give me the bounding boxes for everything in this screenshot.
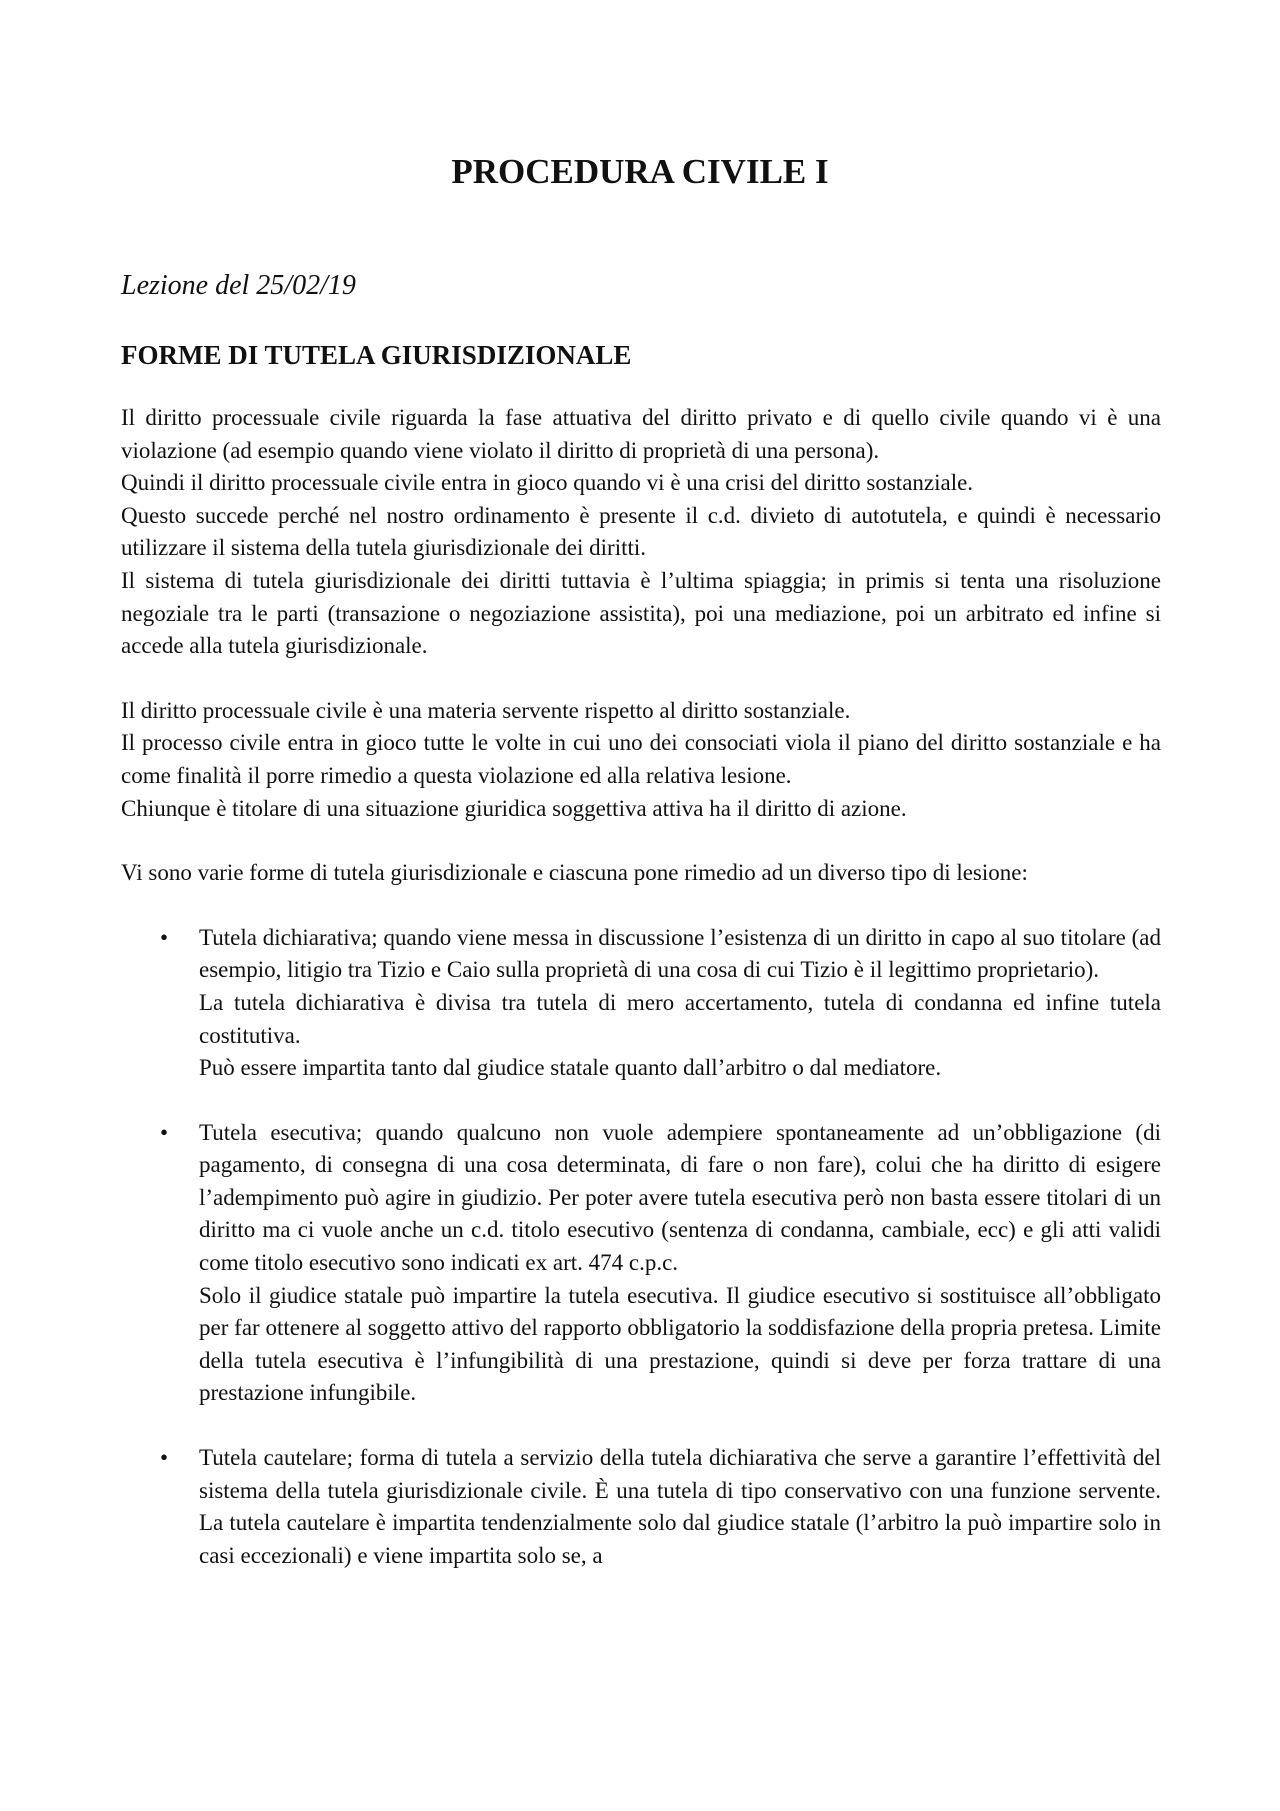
bullet-icon: • — [160, 1119, 169, 1145]
lesson-date: Lezione del 25/02/19 — [121, 270, 356, 301]
list-item-tutela-cautelare — [121, 1442, 1161, 1572]
list-item-line: Tutela esecutiva; quando qualcuno non vuole adempiere spontaneamente ad un’obbligazione (di pagamento, di consegna di una cosa determinata, di fare o non fare), colui che ha diritto di esigere l’adempimento può agire in giudizio. Per poter avere tutela esecutiva però non basta essere titolari di un diritto ma ci vuole anche un c.d. titolo esecutivo (sentenza di condanna, cambiale, ecc) e gli atti validi come titolo esecutivo sono indicati ex art. 474 c.p.c. — [199, 1119, 1161, 1276]
paragraph: Chiunque è titolare di una situazione giuridica soggettiva attiva ha il diritto di azione. — [121, 795, 907, 821]
bullet-icon: • — [160, 924, 169, 950]
document-title: PROCEDURA CIVILE I — [451, 152, 829, 191]
paragraph-group-intro — [121, 402, 1161, 663]
paragraph: Quindi il diritto processuale civile entra in gioco quando vi è una crisi del diritto sostanziale. — [121, 470, 974, 496]
section-heading: FORME DI TUTELA GIURISDIZIONALE — [121, 340, 632, 370]
list-item-line: Solo il giudice statale può impartire la tutela esecutiva. Il giudice esecutivo si sostituisce all’obbligato per far ottenere al soggetto attivo del rapporto obbligatorio la soddisfazione della propria pretesa. Limite della tutela esecutiva è l’infungibilità di una prestazione, quindi si deve per forza trattare di una prestazione infungibile. — [199, 1282, 1161, 1406]
list-item-line: Tutela dichiarativa; quando viene messa in discussione l’esistenza di un diritto in capo al suo titolare (ad esempio, litigio tra Tizio e Caio sulla proprietà di una cosa di cui Tizio è il legittimo proprietario). — [199, 924, 1161, 983]
paragraph: Il diritto processuale civile è una materia servente rispetto al diritto sostanziale. — [121, 697, 851, 723]
paragraph: Il sistema di tutela giurisdizionale dei diritti tuttavia è l’ultima spiaggia; in primis si tenta una risoluzione negoziale tra le parti (transazione o negoziazione assistita), poi una mediazione, poi un arbitrato ed infine si accede alla tutela giurisdizionale. — [121, 567, 1161, 659]
paragraph: Il processo civile entra in gioco tutte le volte in cui uno dei consociati viola il piano del diritto sostanziale e ha come finalità il porre rimedio a questa violazione ed alla relativa lesione. — [121, 730, 1161, 788]
bullet-list — [121, 922, 1161, 1573]
list-item-line: La tutela dichiarativa è divisa tra tutela di mero accertamento, tutela di condanna ed infine tutela costitutiva. — [199, 989, 1161, 1048]
paragraph: Questo succede perché nel nostro ordinamento è presente il c.d. divieto di autotutela, e quindi è necessario utilizzare il sistema della tutela giurisdizionale dei diritti. — [121, 502, 1161, 561]
paragraph-group-servente — [121, 695, 1161, 825]
document-body — [121, 268, 1161, 1604]
paragraph-group-list-intro — [121, 857, 1161, 890]
list-item-tutela-esecutiva — [121, 1117, 1161, 1410]
list-item-line: Può essere impartita tanto dal giudice statale quanto dall’arbitro o dal mediatore. — [199, 1055, 942, 1081]
list-item-tutela-dichiarativa — [121, 922, 1161, 1085]
list-item-line: Tutela cautelare; forma di tutela a servizio della tutela dichiarativa che serve a garantire l’effettività del sistema della tutela giurisdizionale civile. È una tutela di tipo conservativo con una funzione servente. La tutela cautelare è impartita tendenzialmente solo dal giudice statale (l’arbitro la può impartire solo in casi eccezionali) e viene impartita solo se, a — [199, 1445, 1161, 1568]
list-intro: Vi sono varie forme di tutela giurisdizionale e ciascuna pone rimedio ad un diverso tipo di lesione: — [121, 860, 1028, 886]
bullet-icon: • — [160, 1445, 169, 1471]
paragraph: Il diritto processuale civile riguarda la fase attuativa del diritto privato e di quello civile quando vi è una violazione (ad esempio quando viene violato il diritto di proprietà di una persona). — [121, 405, 1161, 463]
